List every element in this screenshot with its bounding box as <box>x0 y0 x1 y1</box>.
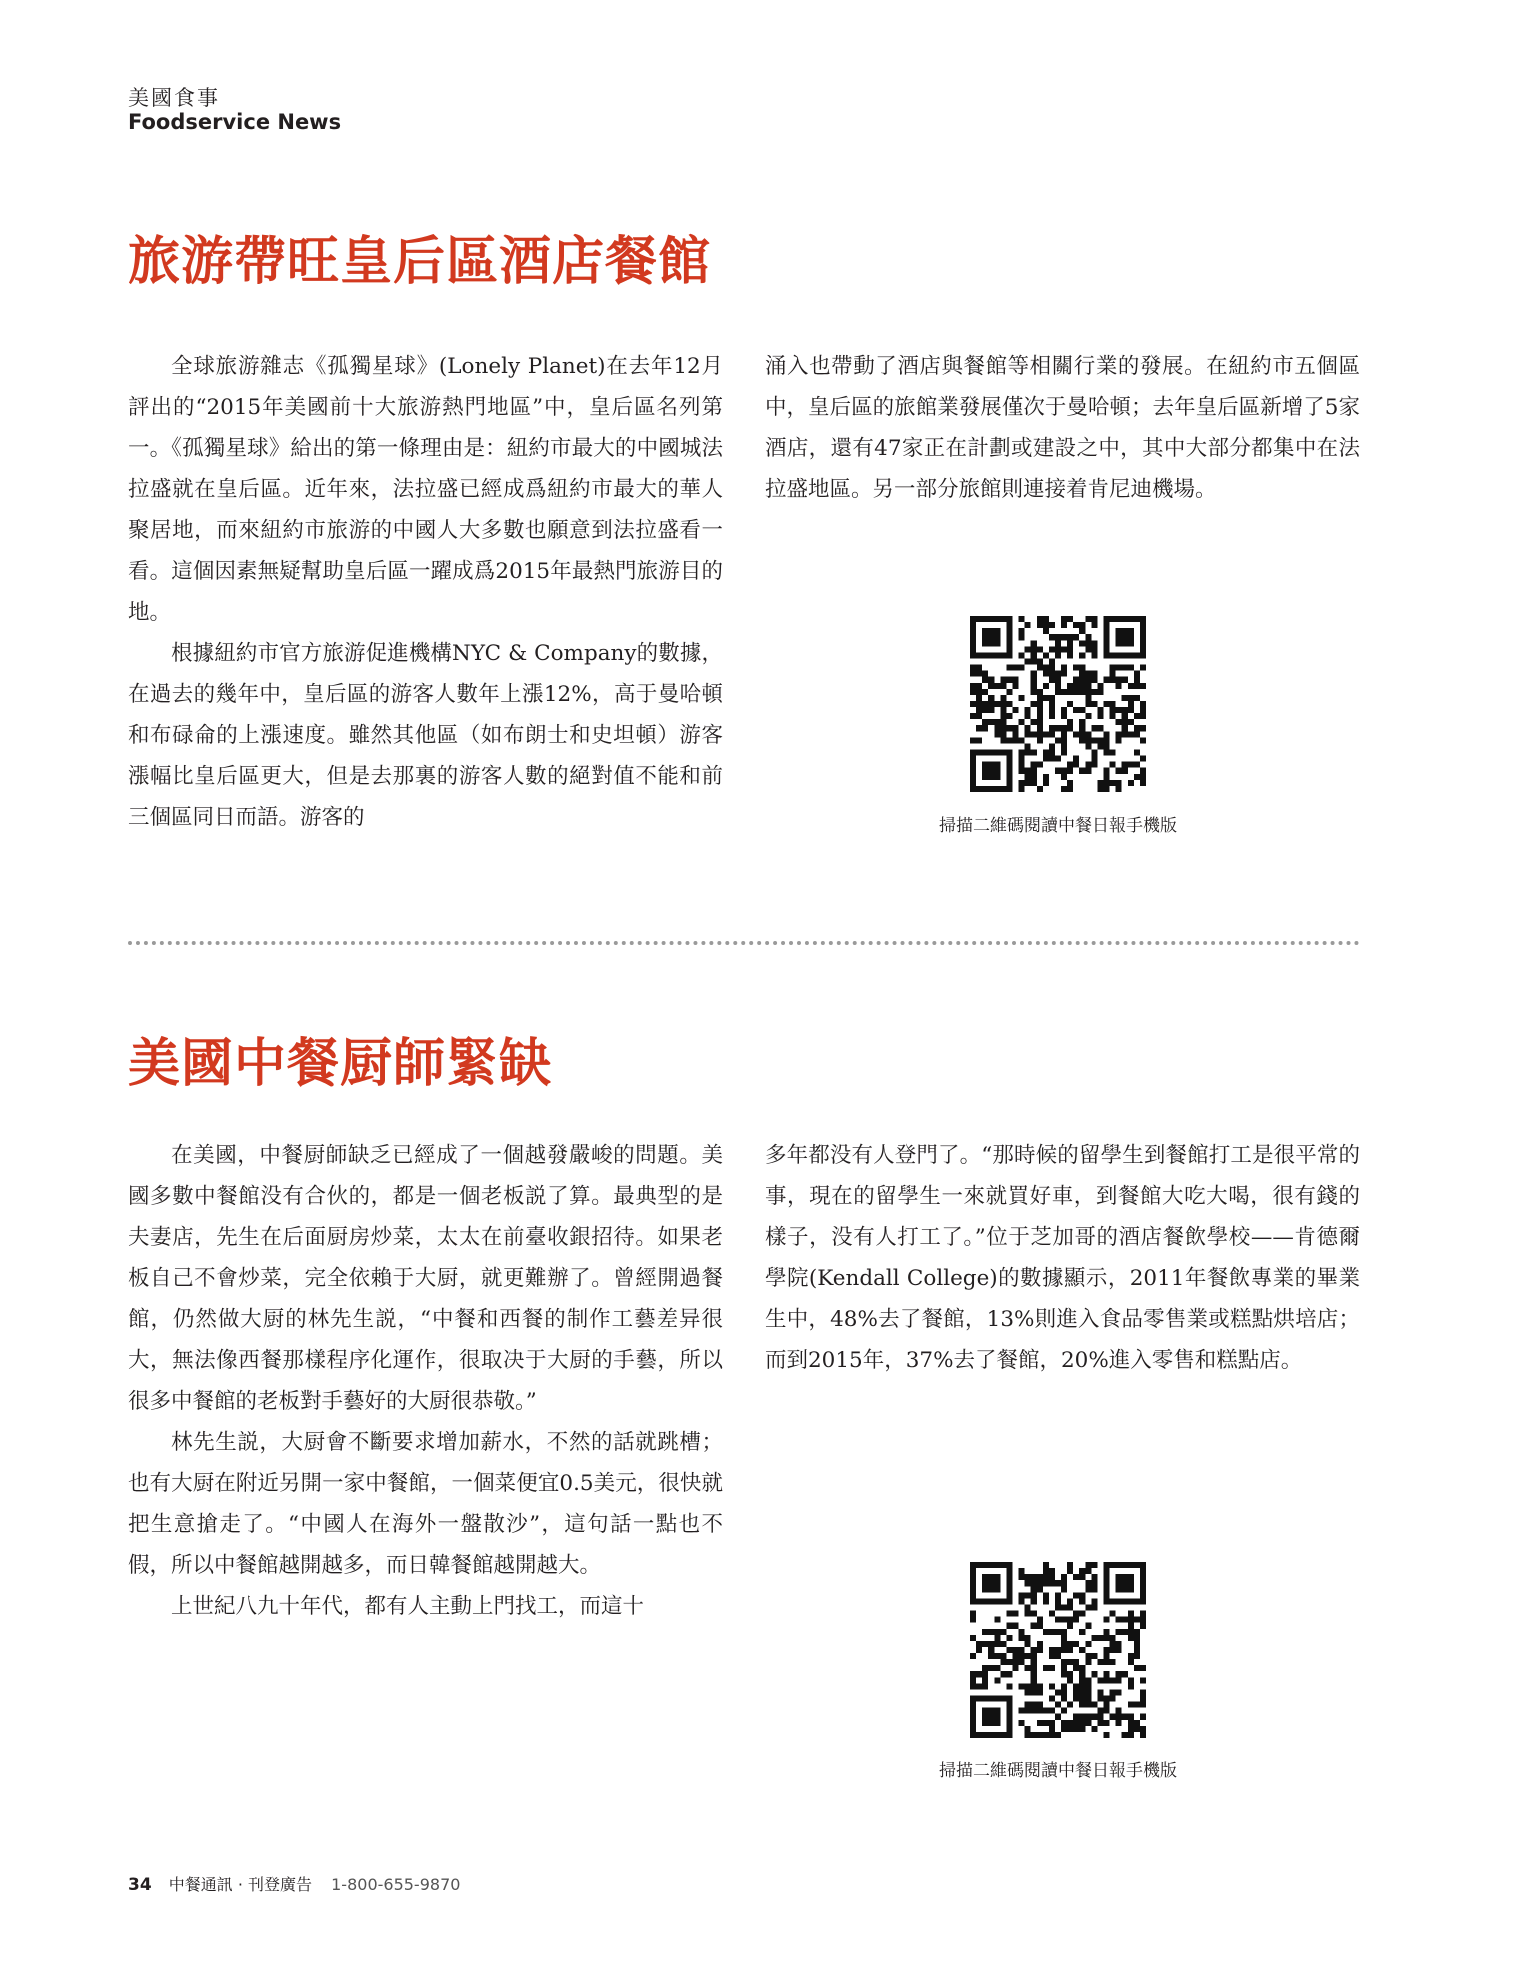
article1-paragraph: 全球旅游雜志《孤獨星球》(Lonely Planet)在去年12月評出的“2015年美國前十大旅游熱門地區”中，皇后區名列第一。《孤獨星球》給出的第一條理由是：紐約市最大的中國城法拉盛就在皇后區。近年來，法拉盛已經成爲紐約市最大的華人聚居地，而來紐約市旅游的中國人大多數也願意到法拉盛看一看。這個因素無疑幫助皇后區一躍成爲2015年最熱門旅游目的地。 <box>128 354 723 625</box>
article2-paragraph: 多年都没有人登門了。“那時候的留學生到餐館打工是很平常的事，現在的留學生一來就買好車，到餐館大吃大喝，很有錢的樣子，没有人打工了。”位于芝加哥的酒店餐飲學校——肯德爾學院(Kendall College)的數據顯示，2011年餐飲專業的畢業生中，48%去了餐館，13%則進入食品零售業或糕點烘培店；而到2015年，37%去了餐館，20%進入零售和糕點店。 <box>765 1143 1360 1373</box>
article1-left-column <box>128 346 723 838</box>
article2-headline: 美國中餐厨師緊缺 <box>128 1033 553 1094</box>
article1-paragraph: 涌入也帶動了酒店與餐館等相關行業的發展。在紐約市五個區中，皇后區的旅館業發展僅次于曼哈頓；去年皇后區新增了5家酒店，還有47家正在計劃或建設之中，其中大部分都集中在法拉盛地區。另一部分旅館則連接着肯尼迪機場。 <box>765 354 1360 502</box>
qr-code-2 <box>970 1562 1146 1738</box>
qr-caption-2: 掃描二維碼閱讀中餐日報手機版 <box>939 1761 1177 1781</box>
article2-right-column <box>765 1135 1360 1381</box>
article1-headline: 旅游帶旺皇后區酒店餐館 <box>128 231 712 292</box>
article2-paragraph: 林先生説，大厨會不斷要求增加薪水，不然的話就跳槽；也有大厨在附近另開一家中餐館，一個菜便宜0.5美元，很快就把生意搶走了。“中國人在海外一盤散沙”，這句話一點也不假，所以中餐館越開越多，而日韓餐館越開越大。 <box>128 1430 723 1578</box>
qr-code-1 <box>970 616 1146 792</box>
qr-caption-1: 掃描二維碼閱讀中餐日報手機版 <box>939 816 1177 836</box>
section-divider <box>128 941 1360 945</box>
page-number: 34 <box>128 1875 152 1895</box>
article1-paragraph: 根據紐約市官方旅游促進機構NYC & Company的數據，在過去的幾年中，皇后區的游客人數年上漲12%，高于曼哈頓和布碌侖的上漲速度。雖然其他區（如布朗士和史坦頓）游客漲幅比皇后區更大，但是去那裏的游客人數的絕對值不能和前三個區同日而語。游客的 <box>128 641 723 830</box>
section-title-en: Foodservice News <box>128 110 342 134</box>
article2-paragraph: 上世紀八九十年代，都有人主動上門找工，而這十 <box>171 1594 645 1619</box>
page-footer <box>128 1872 460 1895</box>
article1-right-column <box>765 346 1360 510</box>
section-title-zh: 美國食事 <box>128 86 220 110</box>
footer-publication: 中餐通訊 · 刊登廣告 <box>168 1875 313 1894</box>
article2-left-column <box>128 1135 723 1627</box>
footer-phone: 1-800-655-9870 <box>331 1875 461 1894</box>
article2-paragraph: 在美國，中餐厨師缺乏已經成了一個越發嚴峻的問題。美國多數中餐館没有合伙的，都是一個老板説了算。最典型的是夫妻店，先生在后面厨房炒菜，太太在前臺收銀招待。如果老板自己不會炒菜，完全依賴于大厨，就更難辦了。曾經開過餐館，仍然做大厨的林先生説，“中餐和西餐的制作工藝差异很大，無法像西餐那樣程序化運作，很取决于大厨的手藝，所以很多中餐館的老板對手藝好的大厨很恭敬。” <box>128 1143 723 1414</box>
